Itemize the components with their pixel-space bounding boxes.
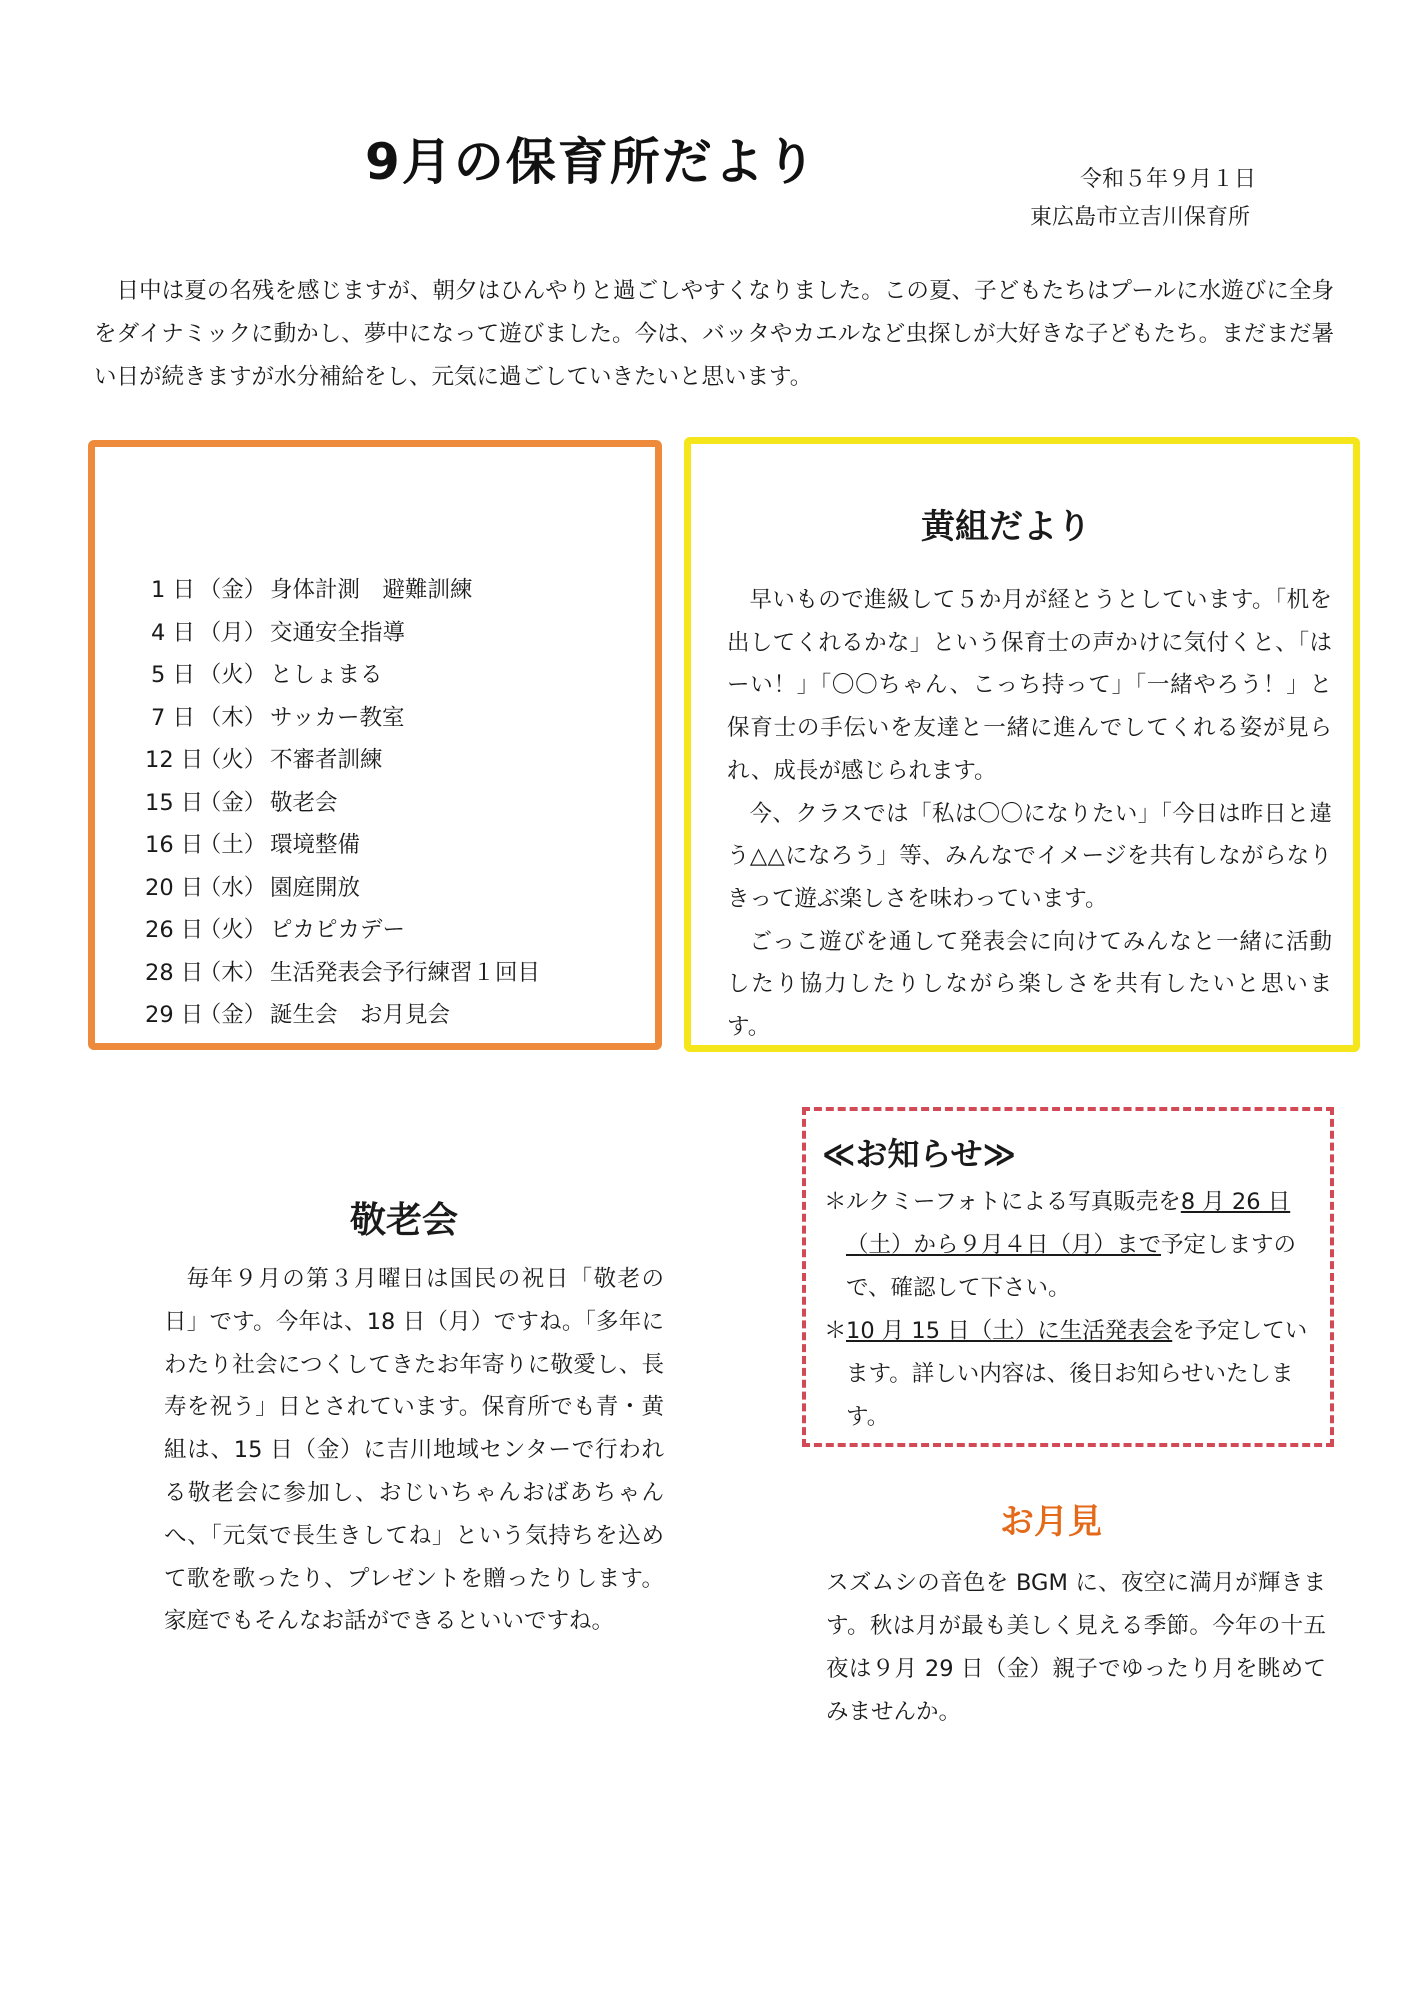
notice-date-highlight: 10 月 15 日（土）に生活発表会 <box>846 1318 1173 1344</box>
intro-text: 日中は夏の名残を感じますが、朝夕はひんやりと過ごしやすくなりました。この夏、子どもたちはプールに水遊びに全身をダイナミックに動かし、夢中になって遊びました。今は、バッタやカエルなど虫探しが大好きな子どもたち。まだまだ暑い日が続きますが水分補給をし、元気に過ごしていきたいと思います。 <box>94 278 1334 390</box>
schedule-weekday: （木） <box>198 959 267 986</box>
schedule-item <box>145 654 540 697</box>
svg-text:✦: ✦ <box>710 80 726 101</box>
schedule-item <box>145 612 540 655</box>
schedule-event: 環境整備 <box>270 832 361 858</box>
schedule-date: 29 日 <box>145 1002 204 1028</box>
kigumi-body <box>727 579 1332 1049</box>
keirokai-body <box>164 1258 664 1643</box>
page-title: 9月の保育所だより <box>365 133 818 191</box>
notice-item <box>824 1310 1324 1439</box>
schedule-event: 身体計測 避難訓練 <box>270 577 473 603</box>
intro-section <box>94 270 1334 399</box>
schedule-date: 16 日 <box>145 832 204 858</box>
schedule-weekday: （木） <box>198 704 267 731</box>
schedule-item <box>145 909 540 952</box>
schedule-weekday: （火） <box>198 662 267 688</box>
schedule-item <box>145 824 540 867</box>
schedule-weekday: （土） <box>198 832 267 858</box>
schedule-weekday: （水） <box>198 874 267 901</box>
schedule-date: 28 日 <box>145 959 204 986</box>
kigumi-paragraph: 今、クラスでは「私は〇〇になりたい」「今日は昨日と違う△△になろう」等、みんなでイメージを共有しながらなりきって遊ぶ楽しさを味わっています。 <box>727 800 1332 912</box>
issue-date: 令和５年９月１日 <box>1080 167 1257 192</box>
header <box>200 62 1320 252</box>
schedule-date: 12 日 <box>145 747 204 773</box>
schedule-date: 7 日 <box>151 704 195 731</box>
notice-date-highlight: 8 月 26 日（土）から９月４日（月）まで <box>846 1189 1291 1258</box>
schedule-event: 不審者訓練 <box>270 747 383 773</box>
schedule-item <box>145 782 540 825</box>
schedule-weekday: （火） <box>198 917 267 943</box>
schedule-box <box>88 440 662 1050</box>
schedule-event: ピカピカデー <box>270 917 406 943</box>
schedule-event: 敬老会 <box>270 789 338 816</box>
schedule-weekday: （月） <box>198 619 267 646</box>
kigumi-title: 黄組だより <box>921 507 1091 547</box>
notice-box <box>802 1107 1334 1447</box>
schedule-item <box>145 994 540 1037</box>
schedule-date: 1 日 <box>151 577 195 603</box>
notice-list <box>824 1181 1324 1439</box>
school-name: 東広島市立吉川保育所 <box>1030 205 1251 230</box>
schedule-item <box>145 739 540 782</box>
schedule-date: 15 日 <box>145 789 204 816</box>
schedule-weekday: （金） <box>198 577 267 603</box>
schedule-event: 園庭開放 <box>270 874 361 901</box>
schedule-item <box>145 569 540 612</box>
schedule-date: 20 日 <box>145 874 204 901</box>
kigumi-box <box>684 437 1360 1052</box>
schedule-event: 誕生会 お月見会 <box>270 1002 451 1028</box>
otsukimi-text: スズムシの音色を BGM に、夜空に満月が輝きます。秋は月が最も美しく見える季節。今年の十五夜は９月 29 日（金）親子でゆったり月を眺めてみませんか。 <box>826 1570 1326 1725</box>
keirokai-title: 敬老会 <box>350 1200 459 1241</box>
schedule-item <box>145 697 540 740</box>
schedule-date: 4 日 <box>151 619 195 646</box>
notice-bullet: ＊ <box>824 1318 847 1344</box>
schedule-weekday: （火） <box>198 747 267 773</box>
otsukimi-title: お月見 <box>1000 1502 1102 1542</box>
schedule-list <box>145 569 540 1037</box>
schedule-title: 9月の予定 <box>235 475 442 526</box>
notice-text: ルクミーフォトによる写真販売を <box>846 1189 1181 1215</box>
otsukimi-body <box>826 1562 1326 1734</box>
keirokai-text: 毎年９月の第３月曜日は国民の祝日「敬老の日」です。今年は、18 日（月）ですね。「多年にわたり社会につくしてきたお年寄りに敬愛し、長寿を祝う」日とされています。保育所でも青・黄組は、15 日（金）に吉川地域センターで行われる敬老会に参加し、おじいちゃんおばあちゃんへ、「元気で長生きしてね」という気持ちを込めて歌を歌ったり、プレゼントを贈ったりします。家庭でもそんなお話ができるといいですね。 <box>164 1266 664 1635</box>
kigumi-paragraph: ごっこ遊びを通して発表会に向けてみんなと一緒に活動したり協力したりしながら楽しさを共有したいと思います。 <box>727 928 1332 1041</box>
schedule-item <box>145 867 540 910</box>
schedule-event: 生活発表会予行練習１回目 <box>270 959 541 986</box>
schedule-weekday: （金） <box>198 1002 267 1028</box>
schedule-date: 26 日 <box>145 917 204 943</box>
schedule-event: としょまる <box>270 662 383 688</box>
schedule-weekday: （金） <box>198 789 267 816</box>
schedule-item <box>145 952 540 995</box>
notice-title: ≪お知らせ≫ <box>822 1135 1017 1173</box>
kigumi-paragraph: 早いもので進級して５か月が経とうとしています。「机を出してくれるかな」という保育士の声かけに気付くと、「はーい！」「〇〇ちゃん、こっち持って」「一緒やろう！」と保育士の手伝いを友達と一緒に進んでしてくれる姿が見られ、成長が感じられます。 <box>727 587 1332 784</box>
schedule-event: 交通安全指導 <box>270 619 406 646</box>
notice-item <box>824 1181 1324 1310</box>
svg-text:✦: ✦ <box>412 78 428 99</box>
notice-bullet: ＊ <box>824 1189 847 1215</box>
svg-text:✦: ✦ <box>562 76 578 97</box>
notice-text: を予定しています。詳しい内容は、後日お知らせいたします。 <box>846 1318 1308 1430</box>
schedule-date: 5 日 <box>151 662 195 688</box>
notice-text: 予定しますので、確認して下さい。 <box>846 1232 1297 1301</box>
schedule-event: サッカー教室 <box>270 704 405 731</box>
